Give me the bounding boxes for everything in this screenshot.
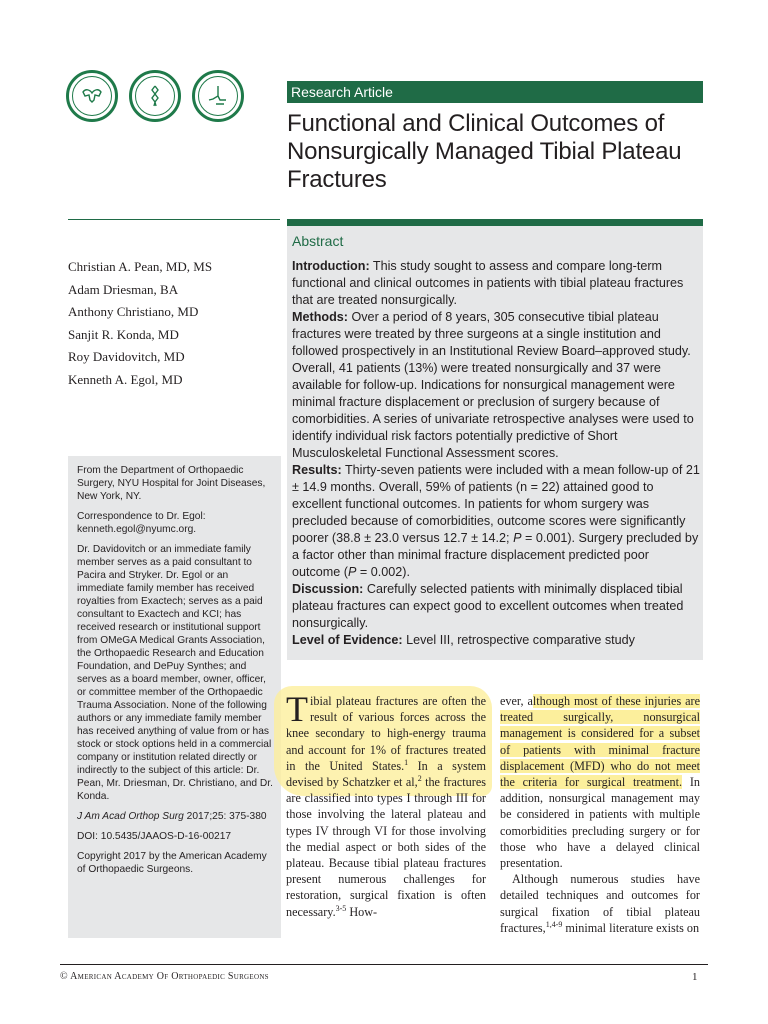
author-name: Adam Driesman, BA bbox=[68, 281, 179, 297]
body-column-2 bbox=[500, 693, 700, 936]
highlighted-text: lthough most of these injuries are treated surgically, nonsurgical management is considered for a subset of patients with minimal fracture displacement (MFD) who do not meet the criteria for surgical treatment. bbox=[500, 694, 700, 790]
page-number: 1 bbox=[692, 971, 698, 983]
affiliation-box bbox=[68, 456, 281, 938]
author-name: Roy Davidovitch, MD bbox=[68, 349, 185, 364]
abstract-introduction: Introduction: This study sought to assess and compare long-term functional and clinical outcomes in patients with tibial plateau fractures that are treated nonsurgically. bbox=[292, 259, 684, 307]
author-name: Anthony Christiano, MD bbox=[68, 304, 199, 319]
divider-left bbox=[68, 219, 280, 220]
spine-logo-icon bbox=[129, 70, 181, 122]
affiliation-doi: DOI: 10.5435/JAAOS-D-16-00217 bbox=[77, 831, 232, 842]
section-label: Research Article bbox=[287, 81, 703, 103]
body-paragraph: Tibial plateau fractures are often the result of various forces across the knee secondary to high-energy trauma and account for 1% of fractures treated in the United States.$^1$ In a system devised by Schatzker et al,$^2$ the fractures are classified into types I through III for those involving the lateral plateau and types IV through VI for those involving the medial aspect or both sides of the plateau. Because tibial plateau fractures present numerous challenges for restoration, surgical fixation is often necessary.$^{3-5}$ How- bbox=[286, 689, 486, 919]
drop-cap: T bbox=[286, 689, 308, 729]
abstract-results: Results: Thirty-seven patients were included with a mean follow-up of 21 ± 14.9 months. Overall, 59% of patients (n = 22) attained good to excellent functional outcomes. In patients for whom surgery was precluded because of comorbidities, outcome scores were significantly poorer (38.8 ± 23.0 versus 12.7 ± 14.2; P = 0.001). Surgery precluded by a factor other than minimal fracture displacement predicted poor outcome (P = 0.002). bbox=[292, 463, 700, 579]
body-column-1 bbox=[286, 689, 486, 920]
journal-logos bbox=[66, 70, 244, 126]
highlighted-text: ibial plateau fractures are often the result of various forces across the knee secondary to high-energy trauma and account for 1% of fractures treated in the United States. bbox=[286, 694, 486, 773]
author-name: Christian A. Pean, MD, MS bbox=[68, 259, 213, 274]
abstract-body bbox=[292, 258, 700, 649]
author-list bbox=[68, 256, 278, 391]
affiliation-copyright: Copyright 2017 by the American Academy of Orthopaedic Surgeons. bbox=[77, 851, 267, 875]
affiliation-correspondence: Correspondence to Dr. Egol: kenneth.egol@nyumc.org. bbox=[77, 511, 206, 535]
divider-right bbox=[287, 219, 703, 226]
abstract-panel bbox=[287, 226, 703, 660]
affiliation-disclosures: Dr. Davidovitch or an immediate family member serves as a paid consultant to Pacira and Stryker. Dr. Egol or an immediate family member has received royalties from Exactech; serves as a paid consultant to Exactech and KCI; has received research or institutional support from OMeGA Medical Grants Association, the Orthopaedic Research and Education Foundation, and DePuy Synthes; and serves as a board member, owner, officer, or committee member of the Orthopaedic Trauma Association. None of the following authors or any immediate family member has received anything of value from or has stock or stock options held in a commercial company or institution related directly or indirectly to the subject of this article: Dr. Pean, Mr. Driesman, Dr. Christiano, and Dr. Konda. bbox=[77, 544, 273, 802]
footer-divider bbox=[60, 964, 708, 965]
hip-logo-icon bbox=[66, 70, 118, 122]
footer-publisher: © American Academy Of Orthopaedic Surgeons bbox=[60, 971, 269, 982]
affiliation-department: From the Department of Orthopaedic Surgery, NYU Hospital for Joint Diseases, New York, NY. bbox=[77, 465, 266, 502]
affiliation-citation: J Am Acad Orthop Surg 2017;25: 375-380 bbox=[77, 811, 267, 822]
abstract-heading: Abstract bbox=[292, 233, 344, 249]
body-paragraph: Although numerous studies have detailed techniques and outcomes for surgical fixation of tibial plateau fractures,$^{1,4-9}$ minimal literature exists on bbox=[500, 872, 700, 935]
abstract-discussion: Discussion: Carefully selected patients with minimally displaced tibial plateau fractures can expect good to excellent outcomes when treated nonsurgically. bbox=[292, 582, 684, 630]
knee-logo-icon bbox=[192, 70, 244, 122]
abstract-methods: Methods: Over a period of 8 years, 305 consecutive tibial plateau fractures were treated by three surgeons at a single institution and followed prospectively in an Institutional Review Board–approved study. Overall, 41 patients (13%) were treated nonsurgically and 37 were available for follow-up. Indications for nonsurgical management were minimal fracture displacement or preclusion of surgery because of comorbidities. A series of univariate retrospective analyses were used to identify individual risk factors potentially predictive of Short Musculoskeletal Functional Assessment scores. bbox=[292, 310, 694, 460]
author-name: Sanjit R. Konda, MD bbox=[68, 326, 179, 342]
abstract-level-of-evidence: Level of Evidence: Level III, retrospective comparative study bbox=[292, 633, 635, 647]
author-name: Kenneth A. Egol, MD bbox=[68, 371, 183, 387]
body-paragraph: ever, although most of these injuries are treated surgically, nonsurgical management is considered for a subset of patients with minimal fracture displacement (MFD) who do not meet the criteria for surgical treatment. In addition, nonsurgical management may be considered in patients with multiple comorbidities precluding surgery or for those who have a delayed clinical presentation. bbox=[500, 694, 701, 871]
article-title: Functional and Clinical Outcomes of Nonsurgically Managed Tibial Plateau Fractures bbox=[287, 110, 682, 193]
